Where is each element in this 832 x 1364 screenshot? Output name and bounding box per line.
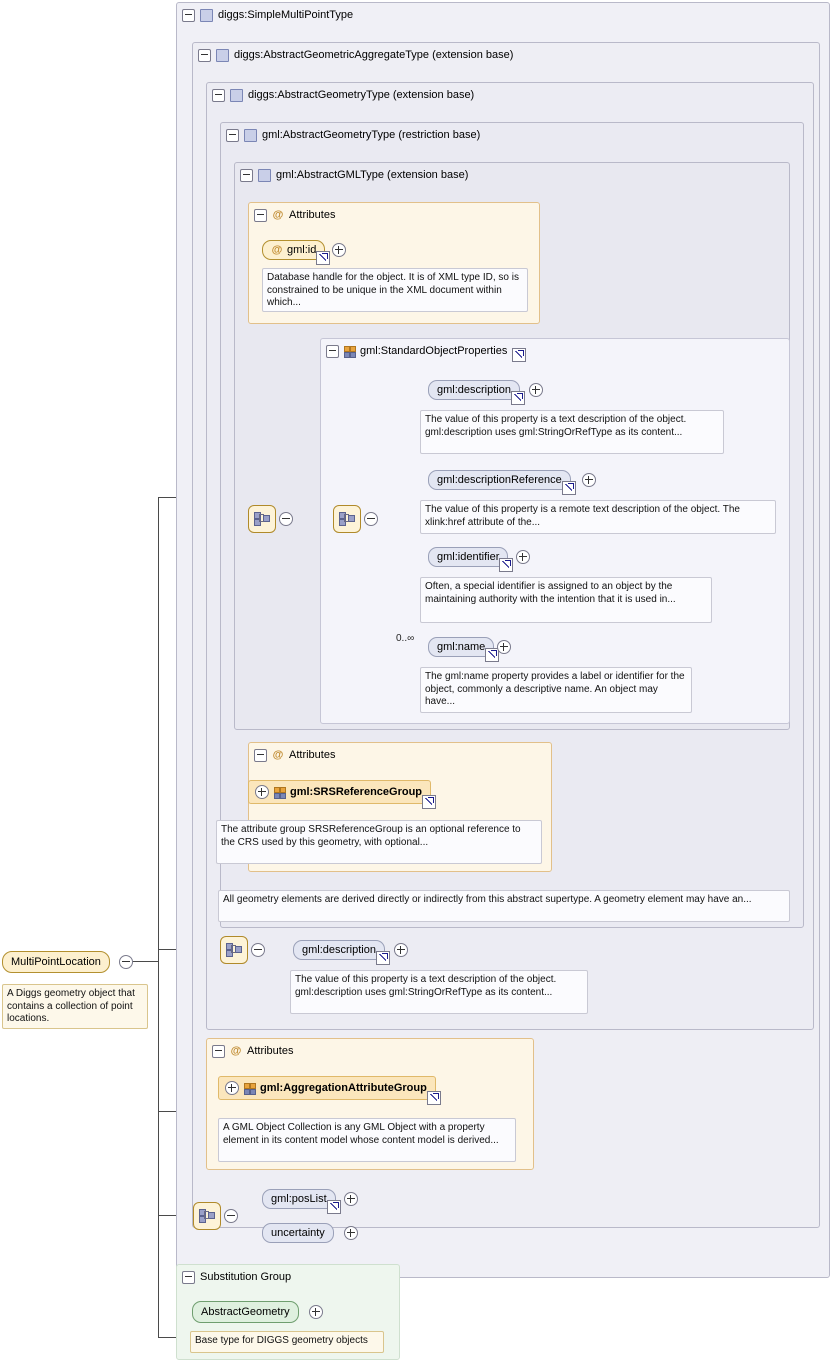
abstract-geometry-documentation: All geometry elements are derived directly or indirectly from this abstract supertype. A geometry element may have an... bbox=[218, 890, 790, 922]
uncertainty-pill[interactable] bbox=[262, 1223, 334, 1243]
expand-toggle-srs[interactable] bbox=[255, 785, 269, 799]
gml-poslist-label: gml:posList bbox=[271, 1193, 327, 1205]
uncertainty-label: uncertainty bbox=[271, 1227, 325, 1239]
sequence-node-description2[interactable] bbox=[220, 936, 248, 967]
line-root-right bbox=[130, 961, 158, 962]
link-icon[interactable] bbox=[327, 1200, 341, 1214]
label-attributes: Attributes bbox=[289, 749, 336, 761]
collapse-toggle-diggs-geometry-base[interactable] bbox=[212, 89, 225, 102]
header-substitution-group bbox=[182, 1269, 291, 1285]
srs-reference-group-documentation: The attribute group SRSReferenceGroup is an optional reference to the CRS used by this geometry, with optional... bbox=[216, 820, 542, 864]
sequence-node-description2-toggle[interactable] bbox=[251, 943, 265, 960]
group-icon bbox=[274, 787, 285, 798]
element-srs-reference-group[interactable] bbox=[248, 780, 431, 804]
link-icon[interactable] bbox=[499, 558, 513, 572]
label-gml-abstract-gml-type: gml:AbstractGMLType (extension base) bbox=[276, 169, 469, 181]
gml-description-label: gml:description bbox=[437, 384, 511, 396]
gml-description-pill[interactable] bbox=[428, 380, 520, 400]
element-gml-id[interactable] bbox=[262, 240, 325, 260]
element-gml-description[interactable] bbox=[428, 380, 520, 400]
header-simple-multipoint bbox=[182, 7, 353, 23]
gml-description-reference-expand[interactable] bbox=[582, 473, 596, 490]
collapse-toggle-attributes-aggregation[interactable] bbox=[212, 1045, 225, 1058]
sequence-node-outer[interactable] bbox=[248, 505, 276, 536]
sequence-node-poslist[interactable] bbox=[193, 1202, 221, 1233]
line-root-vert bbox=[158, 497, 159, 1337]
collapse-toggle-attributes-srs[interactable] bbox=[254, 749, 267, 762]
complex-type-icon bbox=[216, 49, 229, 62]
header-diggs-geometry-base bbox=[212, 87, 474, 103]
collapse-toggle-gml-geometry-base[interactable] bbox=[226, 129, 239, 142]
gml-description-2-pill[interactable] bbox=[293, 940, 385, 960]
gml-id-pill[interactable] bbox=[262, 240, 325, 260]
collapse-toggle-aggregate-base[interactable] bbox=[198, 49, 211, 62]
attribute-icon: @ bbox=[272, 209, 284, 221]
abstract-geometry-expand[interactable] bbox=[309, 1305, 323, 1322]
element-gml-description-reference[interactable] bbox=[428, 470, 571, 490]
attribute-icon: @ bbox=[271, 244, 283, 256]
gml-name-expand[interactable] bbox=[497, 640, 511, 657]
element-aggregation-attribute-group[interactable] bbox=[218, 1076, 436, 1100]
abstract-geometry-documentation: Base type for DIGGS geometry objects bbox=[190, 1331, 384, 1353]
gml-poslist-expand[interactable] bbox=[344, 1192, 358, 1209]
header-attributes-aggregation bbox=[212, 1043, 293, 1059]
header-attributes-gmlid bbox=[254, 207, 335, 223]
gml-id-documentation: Database handle for the object. It is of XML type ID, so is constrained to be unique in the XML document within which... bbox=[262, 268, 528, 312]
abstract-geometry-pill[interactable] bbox=[192, 1301, 299, 1323]
attribute-icon: @ bbox=[272, 749, 284, 761]
gml-description-2-expand[interactable] bbox=[394, 943, 408, 960]
root-expand-toggle[interactable] bbox=[119, 955, 133, 972]
gml-poslist-pill[interactable] bbox=[262, 1189, 336, 1209]
label-substitution-group: Substitution Group bbox=[200, 1271, 292, 1283]
aggregation-attribute-group-label: gml:AggregationAttributeGroup bbox=[260, 1082, 427, 1094]
srs-reference-group-pill[interactable] bbox=[248, 780, 431, 804]
aggregation-attribute-group-documentation: A GML Object Collection is any GML Object with a property element in its content model whose content model is derived... bbox=[218, 1118, 516, 1162]
label-standard-object-properties: gml:StandardObjectProperties bbox=[360, 345, 508, 357]
gml-description-reference-label: gml:descriptionReference bbox=[437, 474, 562, 486]
gml-id-label: gml:id bbox=[287, 244, 317, 256]
label-gml-geometry-base: gml:AbstractGeometryType (restriction base) bbox=[262, 129, 481, 141]
aggregation-attribute-group-pill[interactable] bbox=[218, 1076, 436, 1100]
collapse-toggle-standard-object-properties[interactable] bbox=[326, 345, 339, 358]
gml-description-2-label: gml:description bbox=[302, 944, 376, 956]
srs-reference-group-label: gml:SRSReferenceGroup bbox=[290, 786, 423, 798]
label-attributes: Attributes bbox=[289, 209, 336, 221]
element-gml-name[interactable] bbox=[428, 637, 494, 657]
complex-type-icon bbox=[200, 9, 213, 22]
label-diggs-geometry-base: diggs:AbstractGeometryType (extension base) bbox=[248, 89, 475, 101]
gml-identifier-label: gml:identifier bbox=[437, 551, 500, 563]
collapse-toggle-gml-abstract-gml-type[interactable] bbox=[240, 169, 253, 182]
header-gml-geometry-base bbox=[226, 127, 480, 143]
complex-type-icon bbox=[244, 129, 257, 142]
gml-identifier-expand[interactable] bbox=[516, 550, 530, 567]
link-icon[interactable] bbox=[562, 481, 576, 495]
gml-description-expand[interactable] bbox=[529, 383, 543, 400]
gml-identifier-pill[interactable] bbox=[428, 547, 508, 567]
gml-description-reference-pill[interactable] bbox=[428, 470, 571, 490]
complex-type-icon bbox=[230, 89, 243, 102]
root-documentation: A Diggs geometry object that contains a collection of point locations. bbox=[2, 984, 148, 1029]
collapse-toggle-attributes-gmlid[interactable] bbox=[254, 209, 267, 222]
gml-name-documentation: The gml:name property provides a label or identifier for the object, commonly a descriptive name. An object may have... bbox=[420, 667, 692, 713]
header-standard-object-properties bbox=[326, 343, 526, 359]
group-icon bbox=[244, 1083, 255, 1094]
gml-description-documentation: The value of this property is a text description of the object. gml:description uses gml:StringOrRefType as its content... bbox=[420, 410, 724, 454]
root-element-pill[interactable] bbox=[2, 951, 110, 973]
complex-type-icon bbox=[258, 169, 271, 182]
label-attributes: Attributes bbox=[247, 1045, 294, 1057]
gml-name-cardinality: 0..∞ bbox=[396, 633, 415, 644]
header-attributes-srs bbox=[254, 747, 335, 763]
expand-toggle-aggregation[interactable] bbox=[225, 1081, 239, 1095]
collapse-toggle-simple-multipoint[interactable] bbox=[182, 9, 195, 22]
element-gml-identifier[interactable] bbox=[428, 547, 508, 567]
attribute-icon: @ bbox=[230, 1045, 242, 1057]
root-element-label: MultiPointLocation bbox=[11, 956, 101, 968]
link-icon[interactable] bbox=[422, 795, 436, 809]
root-element[interactable] bbox=[2, 951, 110, 973]
gml-identifier-documentation: Often, a special identifier is assigned to an object by the maintaining authority with the intention that it is used in... bbox=[420, 577, 712, 623]
element-gml-description-2[interactable] bbox=[293, 940, 385, 960]
link-icon[interactable] bbox=[316, 251, 330, 265]
element-gml-poslist[interactable] bbox=[262, 1189, 336, 1209]
gml-description-reference-documentation: The value of this property is a remote text description of the object. The xlink:href attribute of the... bbox=[420, 500, 776, 534]
uncertainty-expand[interactable] bbox=[344, 1226, 358, 1243]
sequence-node-poslist-toggle[interactable] bbox=[224, 1209, 238, 1226]
label-simple-multipoint: diggs:SimpleMultiPointType bbox=[218, 9, 354, 21]
collapse-toggle-substitution-group[interactable] bbox=[182, 1271, 195, 1284]
sequence-node-inner[interactable] bbox=[333, 505, 361, 536]
header-aggregate-base bbox=[198, 47, 513, 63]
gml-description-2-documentation: The value of this property is a text description of the object. gml:description uses gml:StringOrRefType as its content... bbox=[290, 970, 588, 1014]
group-icon bbox=[344, 346, 355, 357]
sequence-node-outer-toggle[interactable] bbox=[279, 512, 293, 529]
link-icon[interactable] bbox=[512, 348, 526, 362]
gml-id-expand[interactable] bbox=[332, 243, 346, 260]
link-icon[interactable] bbox=[511, 391, 525, 405]
link-icon[interactable] bbox=[376, 951, 390, 965]
element-uncertainty[interactable] bbox=[262, 1223, 334, 1243]
gml-name-pill[interactable] bbox=[428, 637, 494, 657]
gml-name-label: gml:name bbox=[437, 641, 486, 653]
abstract-geometry-label: AbstractGeometry bbox=[201, 1306, 290, 1318]
label-aggregate-base: diggs:AbstractGeometricAggregateType (extension base) bbox=[234, 49, 514, 61]
link-icon[interactable] bbox=[427, 1091, 441, 1105]
header-gml-abstract-gml-type bbox=[240, 167, 468, 183]
sequence-node-inner-toggle[interactable] bbox=[364, 512, 378, 529]
element-abstract-geometry[interactable] bbox=[192, 1301, 299, 1323]
